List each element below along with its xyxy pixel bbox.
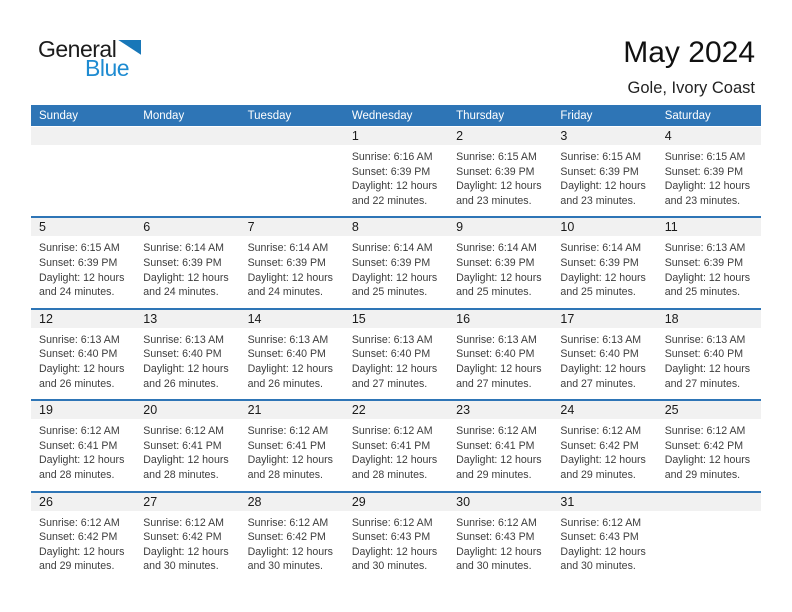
day-details	[657, 419, 761, 490]
empty-day-cell	[135, 127, 239, 216]
daylight-text: Daylight: 12 hours and 30 minutes.	[456, 545, 542, 573]
daylight-text: Daylight: 12 hours and 27 minutes.	[664, 362, 751, 390]
date-number: 3	[552, 127, 656, 145]
day-details	[135, 236, 239, 307]
sunset-text: Sunset: 6:43 PM	[560, 531, 639, 544]
daylight-text: Daylight: 12 hours and 25 minutes.	[351, 271, 438, 299]
empty-day-cell	[31, 127, 135, 216]
day-cell	[135, 310, 239, 399]
sunrise-text: Sunrise: 6:13 AM	[664, 333, 746, 346]
day-details	[31, 419, 135, 490]
day-details	[448, 511, 552, 582]
weekday-header-thursday: Thursday	[456, 109, 505, 122]
daylight-text: Daylight: 12 hours and 27 minutes.	[351, 362, 438, 390]
day-cell	[344, 127, 448, 216]
general-blue-logo	[38, 38, 141, 80]
calendar	[31, 105, 761, 582]
daylight-text: Daylight: 12 hours and 23 minutes.	[456, 180, 542, 207]
day-cell	[448, 401, 552, 490]
week-row	[31, 216, 761, 307]
date-number	[240, 127, 344, 145]
sunset-text: Sunset: 6:41 PM	[247, 439, 326, 452]
day-cell	[448, 218, 552, 307]
daylight-text: Daylight: 12 hours and 29 minutes.	[664, 454, 751, 481]
logo-text-general: General	[38, 36, 117, 62]
date-number: 23	[448, 401, 552, 419]
date-number: 19	[31, 401, 135, 419]
sunset-text: Sunset: 6:39 PM	[664, 256, 744, 269]
sunset-text: Sunset: 6:42 PM	[39, 531, 118, 544]
date-number: 21	[240, 401, 344, 419]
day-cell	[448, 493, 552, 582]
daylight-text: Daylight: 12 hours and 25 minutes.	[456, 271, 542, 299]
day-cell	[240, 493, 344, 582]
date-number: 13	[135, 310, 239, 328]
daylight-text: Daylight: 12 hours and 22 minutes.	[351, 180, 438, 207]
day-details	[31, 328, 135, 399]
daylight-text: Daylight: 12 hours and 24 minutes.	[143, 271, 229, 299]
sunrise-text: Sunrise: 6:12 AM	[39, 425, 120, 438]
day-details	[135, 328, 239, 399]
sunrise-text: Sunrise: 6:13 AM	[456, 333, 537, 346]
day-cell	[552, 310, 656, 399]
sunset-text: Sunset: 6:39 PM	[664, 165, 744, 178]
sunrise-text: Sunrise: 6:12 AM	[351, 516, 433, 529]
day-cell	[31, 218, 135, 307]
sunset-text: Sunset: 6:39 PM	[560, 165, 639, 178]
date-number: 2	[448, 127, 552, 145]
sunrise-text: Sunrise: 6:12 AM	[456, 425, 537, 438]
sunset-text: Sunset: 6:42 PM	[247, 531, 326, 544]
daylight-text: Daylight: 12 hours and 26 minutes.	[247, 362, 333, 390]
day-cell	[240, 218, 344, 307]
empty-day-cell	[240, 127, 344, 216]
daylight-text: Daylight: 12 hours and 29 minutes.	[39, 545, 125, 573]
date-number: 11	[657, 218, 761, 236]
sunrise-text: Sunrise: 6:14 AM	[560, 242, 642, 255]
date-number: 20	[135, 401, 239, 419]
date-number: 5	[31, 218, 135, 236]
weekday-header-wednesday: Wednesday	[351, 109, 413, 122]
sunrise-text: Sunrise: 6:13 AM	[351, 333, 433, 346]
empty-day-cell	[657, 493, 761, 582]
calendar-weeks	[31, 127, 761, 582]
day-cell	[657, 218, 761, 307]
sunset-text: Sunset: 6:39 PM	[456, 165, 535, 178]
date-number: 6	[135, 218, 239, 236]
day-cell	[657, 401, 761, 490]
sunset-text: Sunset: 6:42 PM	[560, 439, 639, 452]
day-cell	[448, 310, 552, 399]
day-cell	[448, 127, 552, 216]
day-details	[135, 419, 239, 490]
daylight-text: Daylight: 12 hours and 23 minutes.	[560, 180, 646, 207]
day-cell	[31, 493, 135, 582]
sunset-text: Sunset: 6:39 PM	[247, 256, 326, 269]
day-details	[657, 145, 761, 216]
day-cell	[240, 310, 344, 399]
daylight-text: Daylight: 12 hours and 30 minutes.	[560, 545, 646, 573]
sunset-text: Sunset: 6:39 PM	[39, 256, 118, 269]
day-cell	[344, 218, 448, 307]
day-cell	[552, 401, 656, 490]
daylight-text: Daylight: 12 hours and 24 minutes.	[247, 271, 333, 299]
sunset-text: Sunset: 6:39 PM	[143, 256, 222, 269]
sunset-text: Sunset: 6:39 PM	[351, 256, 431, 269]
day-cell	[552, 127, 656, 216]
sunrise-text: Sunrise: 6:14 AM	[143, 242, 224, 255]
day-details	[448, 328, 552, 399]
day-cell	[135, 401, 239, 490]
sunset-text: Sunset: 6:41 PM	[456, 439, 535, 452]
sunrise-text: Sunrise: 6:12 AM	[560, 425, 642, 438]
sunrise-text: Sunrise: 6:15 AM	[560, 151, 642, 163]
sunset-text: Sunset: 6:39 PM	[560, 256, 639, 269]
day-details	[552, 328, 656, 399]
daylight-text: Daylight: 12 hours and 29 minutes.	[456, 454, 542, 481]
date-number: 31	[552, 493, 656, 511]
date-number: 16	[448, 310, 552, 328]
day-details	[448, 145, 552, 216]
daylight-text: Daylight: 12 hours and 25 minutes.	[560, 271, 646, 299]
date-number: 14	[240, 310, 344, 328]
weekday-header-tuesday: Tuesday	[247, 109, 292, 122]
date-number: 9	[448, 218, 552, 236]
sunset-text: Sunset: 6:41 PM	[143, 439, 222, 452]
day-cell	[657, 127, 761, 216]
day-details	[344, 511, 448, 582]
day-cell	[552, 218, 656, 307]
sunrise-text: Sunrise: 6:13 AM	[143, 333, 224, 346]
date-number: 7	[240, 218, 344, 236]
date-number: 12	[31, 310, 135, 328]
day-details	[344, 328, 448, 399]
day-details	[344, 236, 448, 307]
daylight-text: Daylight: 12 hours and 26 minutes.	[39, 362, 125, 390]
day-details	[31, 511, 135, 582]
sunrise-text: Sunrise: 6:16 AM	[351, 151, 433, 163]
sunrise-text: Sunrise: 6:13 AM	[664, 242, 746, 255]
daylight-text: Daylight: 12 hours and 29 minutes.	[560, 454, 646, 481]
sunset-text: Sunset: 6:42 PM	[664, 439, 744, 452]
date-number: 17	[552, 310, 656, 328]
title-block	[623, 36, 755, 98]
weekday-header-sunday: Sunday	[39, 109, 79, 122]
daylight-text: Daylight: 12 hours and 24 minutes.	[39, 271, 125, 299]
date-number	[657, 493, 761, 511]
date-number: 10	[552, 218, 656, 236]
weekday-header-monday: Monday	[143, 109, 185, 122]
sunset-text: Sunset: 6:41 PM	[39, 439, 118, 452]
date-number: 30	[448, 493, 552, 511]
daylight-text: Daylight: 12 hours and 27 minutes.	[456, 362, 542, 390]
day-details	[552, 236, 656, 307]
logo-triangle-icon	[118, 40, 141, 55]
day-details	[344, 145, 448, 216]
day-cell	[657, 310, 761, 399]
daylight-text: Daylight: 12 hours and 28 minutes.	[143, 454, 229, 481]
day-details	[135, 511, 239, 582]
logo-text-blue: Blue	[85, 55, 130, 81]
date-number: 25	[657, 401, 761, 419]
weekday-header-saturday: Saturday	[664, 109, 711, 122]
date-number: 22	[344, 401, 448, 419]
daylight-text: Daylight: 12 hours and 25 minutes.	[664, 271, 751, 299]
day-cell	[240, 401, 344, 490]
date-number: 1	[344, 127, 448, 145]
sunrise-text: Sunrise: 6:12 AM	[560, 516, 642, 529]
day-details	[657, 236, 761, 307]
sunrise-text: Sunrise: 6:14 AM	[247, 242, 329, 255]
sunset-text: Sunset: 6:40 PM	[664, 348, 744, 361]
date-number: 26	[31, 493, 135, 511]
date-number: 27	[135, 493, 239, 511]
daylight-text: Daylight: 12 hours and 30 minutes.	[351, 545, 438, 573]
sunrise-text: Sunrise: 6:13 AM	[560, 333, 642, 346]
date-number: 18	[657, 310, 761, 328]
sunrise-text: Sunrise: 6:14 AM	[351, 242, 433, 255]
date-number: 28	[240, 493, 344, 511]
week-row	[31, 399, 761, 490]
date-number	[135, 127, 239, 145]
sunset-text: Sunset: 6:40 PM	[456, 348, 535, 361]
date-number: 8	[344, 218, 448, 236]
day-details	[344, 419, 448, 490]
daylight-text: Daylight: 12 hours and 28 minutes.	[39, 454, 125, 481]
day-cell	[31, 310, 135, 399]
sunrise-text: Sunrise: 6:12 AM	[143, 425, 224, 438]
daylight-text: Daylight: 12 hours and 30 minutes.	[143, 545, 229, 573]
day-cell	[344, 310, 448, 399]
day-cell	[344, 493, 448, 582]
daylight-text: Daylight: 12 hours and 23 minutes.	[664, 180, 751, 207]
sunrise-text: Sunrise: 6:12 AM	[247, 425, 329, 438]
sunrise-text: Sunrise: 6:15 AM	[39, 242, 120, 255]
sunset-text: Sunset: 6:40 PM	[143, 348, 222, 361]
sunrise-text: Sunrise: 6:15 AM	[456, 151, 537, 163]
day-details	[657, 328, 761, 399]
weekday-header-row	[31, 105, 761, 126]
sunrise-text: Sunrise: 6:12 AM	[143, 516, 224, 529]
page-title: May 2024	[623, 36, 755, 69]
day-details	[240, 419, 344, 490]
weekday-header-friday: Friday	[560, 109, 593, 122]
day-details	[552, 511, 656, 582]
date-number: 4	[657, 127, 761, 145]
sunset-text: Sunset: 6:40 PM	[351, 348, 431, 361]
day-cell	[552, 493, 656, 582]
sunset-text: Sunset: 6:43 PM	[351, 531, 431, 544]
date-number: 15	[344, 310, 448, 328]
sunset-text: Sunset: 6:43 PM	[456, 531, 535, 544]
sunset-text: Sunset: 6:40 PM	[560, 348, 639, 361]
sunset-text: Sunset: 6:42 PM	[143, 531, 222, 544]
sunset-text: Sunset: 6:40 PM	[39, 348, 118, 361]
week-row	[31, 127, 761, 216]
sunrise-text: Sunrise: 6:13 AM	[247, 333, 329, 346]
daylight-text: Daylight: 12 hours and 26 minutes.	[143, 362, 229, 390]
day-cell	[344, 401, 448, 490]
sunrise-text: Sunrise: 6:13 AM	[39, 333, 120, 346]
sunset-text: Sunset: 6:40 PM	[247, 348, 326, 361]
day-details	[552, 419, 656, 490]
date-number	[31, 127, 135, 145]
date-number: 24	[552, 401, 656, 419]
sunrise-text: Sunrise: 6:12 AM	[39, 516, 120, 529]
day-cell	[135, 218, 239, 307]
day-cell	[31, 401, 135, 490]
sunrise-text: Sunrise: 6:12 AM	[351, 425, 433, 438]
day-details	[552, 145, 656, 216]
sunrise-text: Sunrise: 6:15 AM	[664, 151, 746, 163]
sunrise-text: Sunrise: 6:12 AM	[664, 425, 746, 438]
day-details	[31, 236, 135, 307]
page-subtitle-location: Gole, Ivory Coast	[627, 79, 755, 97]
sunset-text: Sunset: 6:39 PM	[351, 165, 431, 178]
daylight-text: Daylight: 12 hours and 30 minutes.	[247, 545, 333, 573]
daylight-text: Daylight: 12 hours and 28 minutes.	[351, 454, 438, 481]
day-details	[240, 328, 344, 399]
sunset-text: Sunset: 6:39 PM	[456, 256, 535, 269]
week-row	[31, 491, 761, 582]
sunrise-text: Sunrise: 6:14 AM	[456, 242, 537, 255]
date-number: 29	[344, 493, 448, 511]
daylight-text: Daylight: 12 hours and 28 minutes.	[247, 454, 333, 481]
sunset-text: Sunset: 6:41 PM	[351, 439, 431, 452]
sunrise-text: Sunrise: 6:12 AM	[247, 516, 329, 529]
day-details	[448, 236, 552, 307]
day-cell	[135, 493, 239, 582]
sunrise-text: Sunrise: 6:12 AM	[456, 516, 537, 529]
day-details	[240, 511, 344, 582]
week-row	[31, 308, 761, 399]
day-details	[448, 419, 552, 490]
daylight-text: Daylight: 12 hours and 27 minutes.	[560, 362, 646, 390]
day-details	[240, 236, 344, 307]
